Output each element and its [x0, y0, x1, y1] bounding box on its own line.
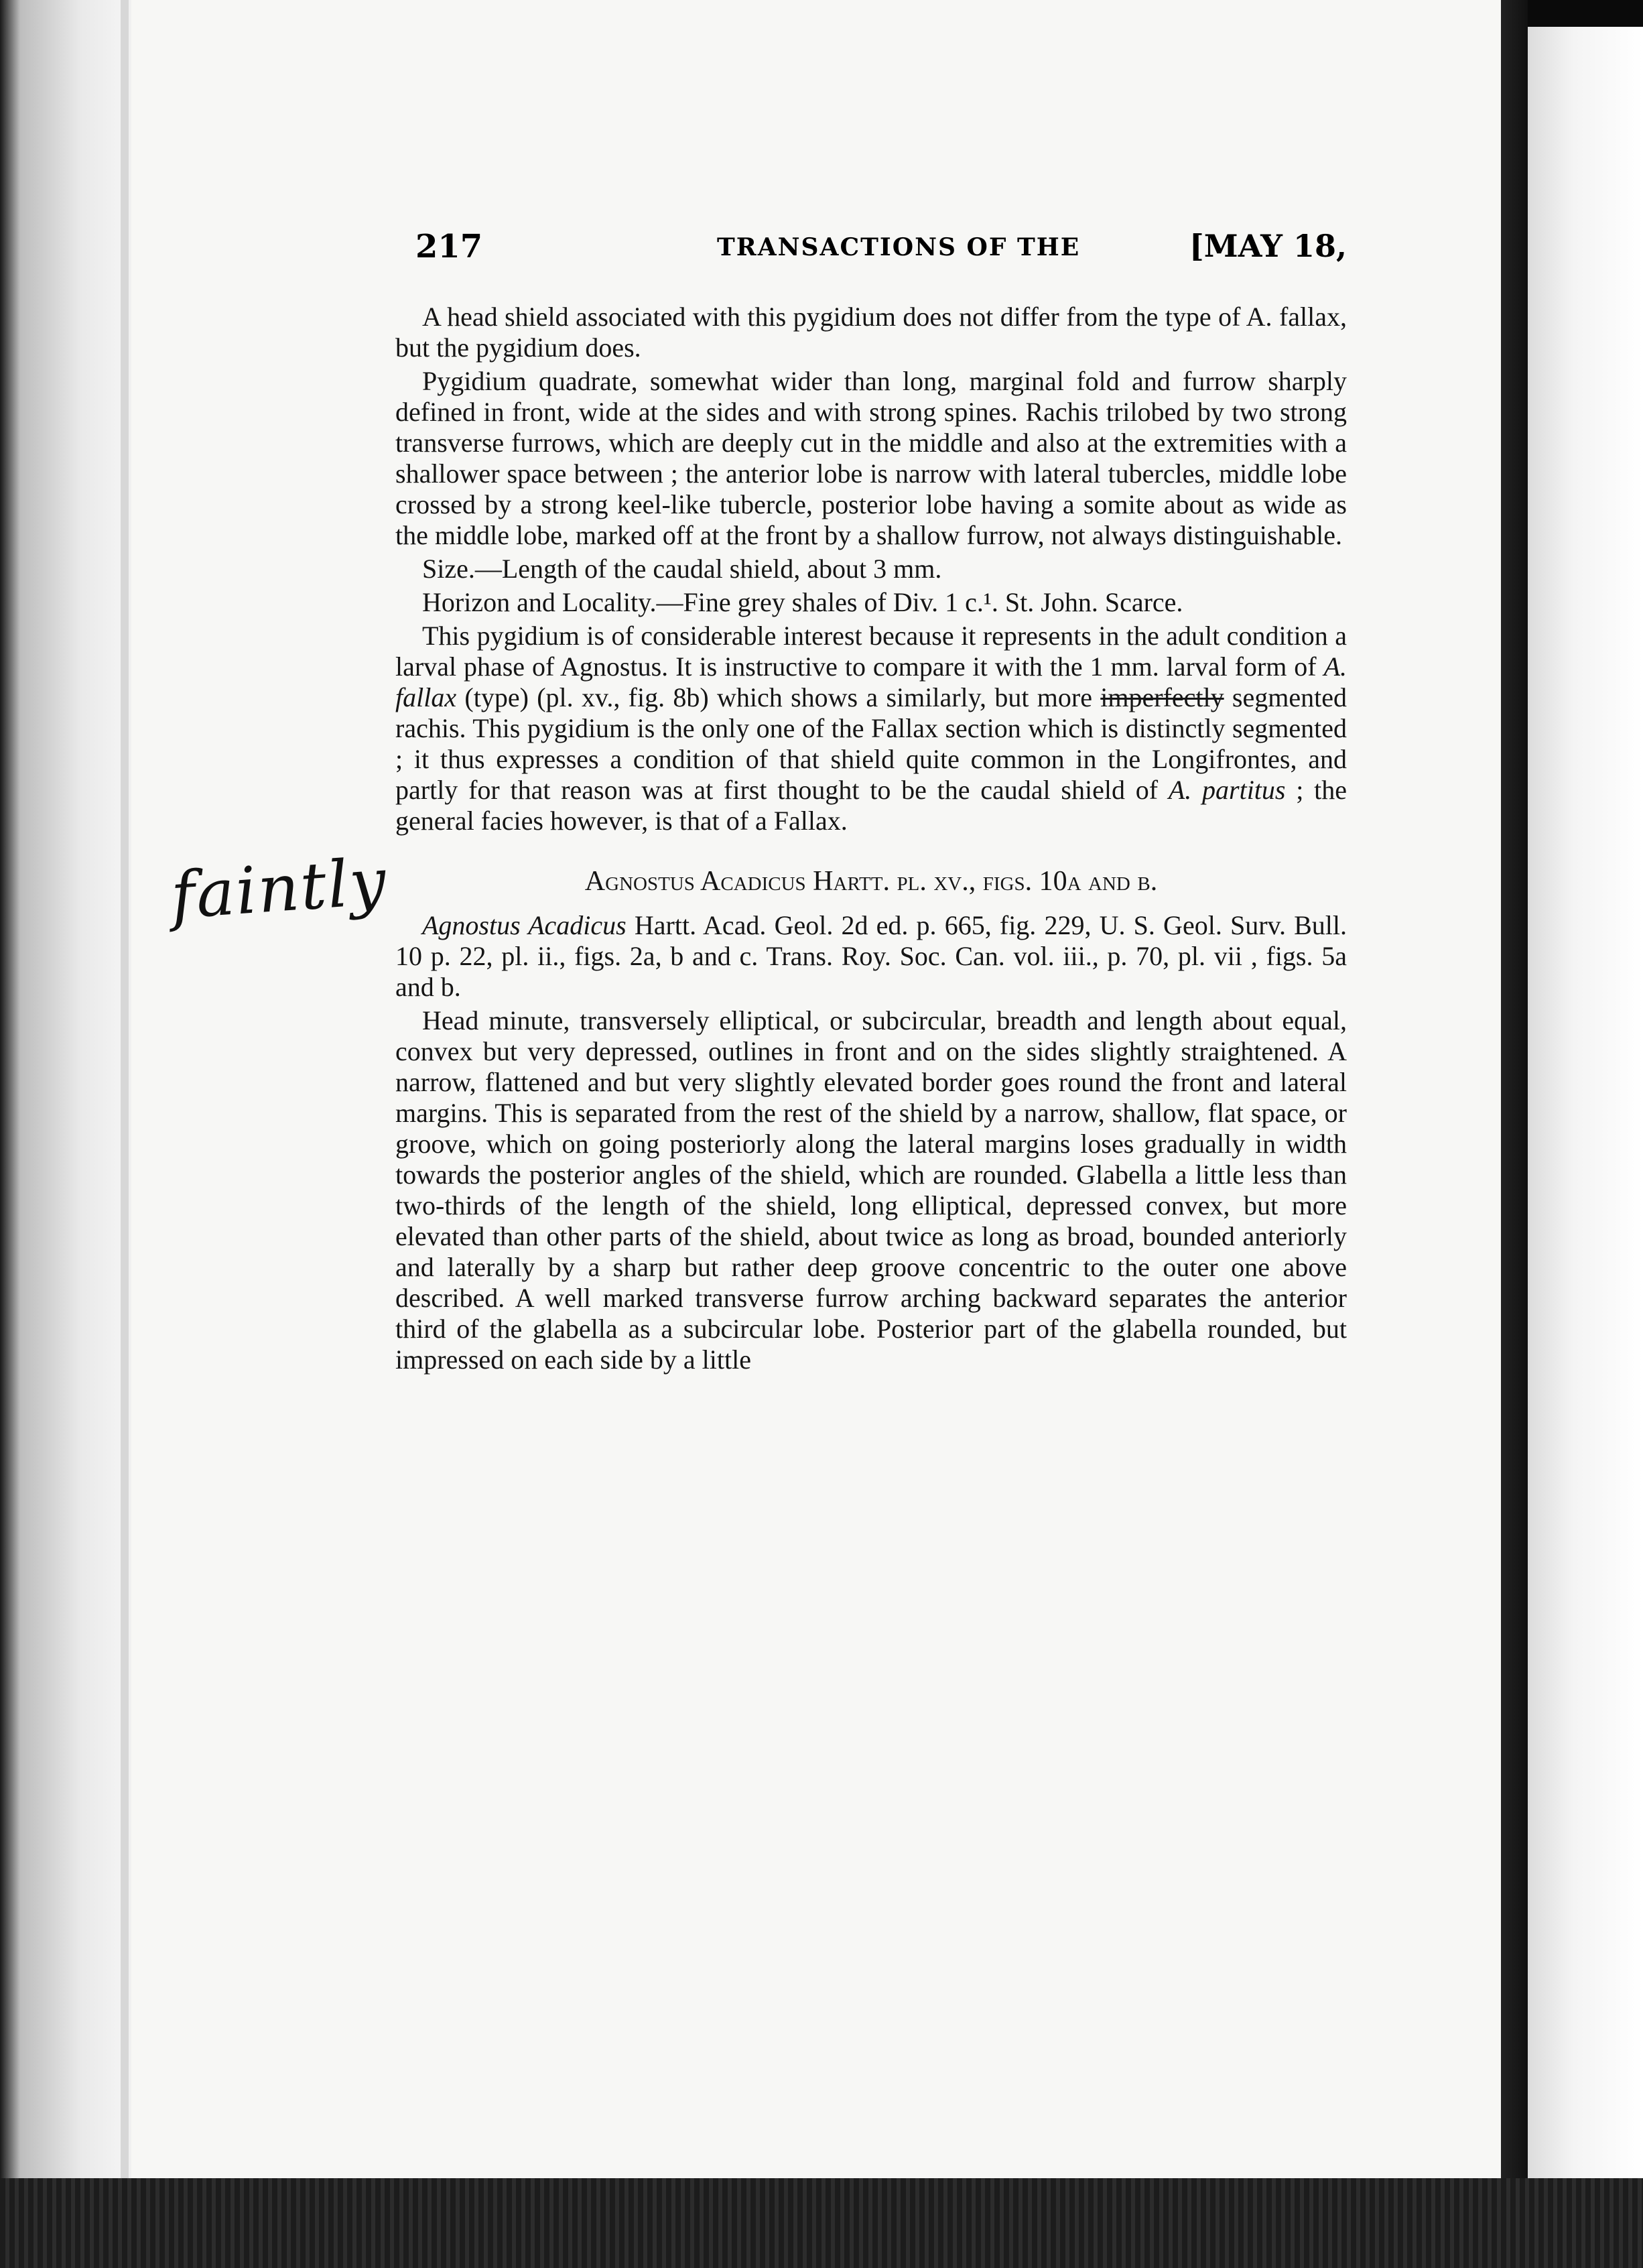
running-date: [MAY 18,: [1189, 228, 1347, 264]
species-name: A. fallax: [395, 651, 1347, 712]
scan-left-edge: [0, 0, 121, 2268]
scan-bottom-edge: [0, 2178, 1643, 2268]
text-run: This pygidium is of considerable interest because it represents in the adult condition a larval phase of Agnostus. It is instructive to compare it with the 1 mm. larval form of: [395, 621, 1347, 682]
scan-gutter: [1501, 0, 1528, 2268]
species-name: A. partitus: [1168, 775, 1286, 805]
text-run: Hartt. Acad. Geol. 2d ed. p. 665, fig. 229, U. S. Geol. Surv. Bull. 10 p. 22, pl. ii., figs. 2a, b and c. Trans. Roy. Soc. Can. vol. iii., p. 70, pl. vii , figs. 5a and b.: [395, 910, 1347, 1002]
struck-word: imperfectly: [1100, 682, 1224, 712]
species-name: Agnostus Acadicus: [422, 910, 627, 940]
scan-right-edge: [1528, 27, 1643, 2212]
paragraph: [395, 621, 1347, 836]
body-text: [395, 302, 1347, 1378]
paragraph: Pygidium quadrate, somewhat wider than long, marginal fold and furrow sharply defined in front, wide at the sides and with strong spines. Rachis trilobed by two strong transverse furrows, which are deeply cut in the middle and also at the extremities with a shallower space between ; the anterior lobe is narrow with lateral tubercles, middle lobe crossed by a strong keel-like tubercle, posterior lobe having a somite about as wide as the middle lobe, marked off at the front by a shallow furrow, not always distinguishable.: [395, 366, 1347, 550]
paragraph: Horizon and Locality.—Fine grey shales of Div. 1 c.¹. St. John. Scarce.: [422, 587, 1183, 617]
running-title: TRANSACTIONS OF THE: [717, 233, 1081, 261]
section-heading: Agnostus Acadicus Hartt. pl. xv., figs. 10a and b.: [584, 866, 1158, 897]
handwritten-margin-note: faintly: [168, 843, 390, 934]
paragraph: A head shield associated with this pygidium does not differ from the type of A. fallax, but the pygidium does.: [395, 302, 1347, 363]
page-number: 217: [415, 228, 483, 265]
text-run: ; the general facies however, is that of a Fallax.: [395, 775, 1348, 836]
text-run: segmented rachis. This pygidium is the only one of the Fallax section which is distinctly segmented ; it thus expresses a condition of that shield quite common in the Longifrontes, and partly for that reason was at first thought to be the caudal shield of: [395, 682, 1347, 805]
running-head: [415, 228, 1347, 268]
synonymy: [395, 910, 1347, 1003]
text-run: (type) (pl. xv., fig. 8b) which shows a similarly, but more: [456, 682, 1101, 712]
paragraph: Size.—Length of the caudal shield, about 3 mm.: [422, 554, 942, 584]
paragraph: Head minute, transversely elliptical, or subcircular, breadth and length about equal, convex but very depressed, outlines in front and on the sides slightly straightened. A narrow, flattened and but very slightly elevated border goes round the front and lateral margins. This is separated from the rest of the shield by a narrow, shallow, flat space, or groove, which on going posteriorly along the lateral margins loses gradually in width towards the posterior angles of the shield, which are rounded. Glabella a little less than two-thirds of the length of the shield, long elliptical, depressed convex, but more elevated than other parts of the shield, about twice as long as broad, bounded anteriorly and laterally by a sharp but rather deep groove concentric to the outer one above described. A well marked transverse furrow arching backward separates the anterior third of the glabella as a subcircular lobe. Posterior part of the glabella rounded, but impressed on each side by a little: [395, 1005, 1347, 1375]
